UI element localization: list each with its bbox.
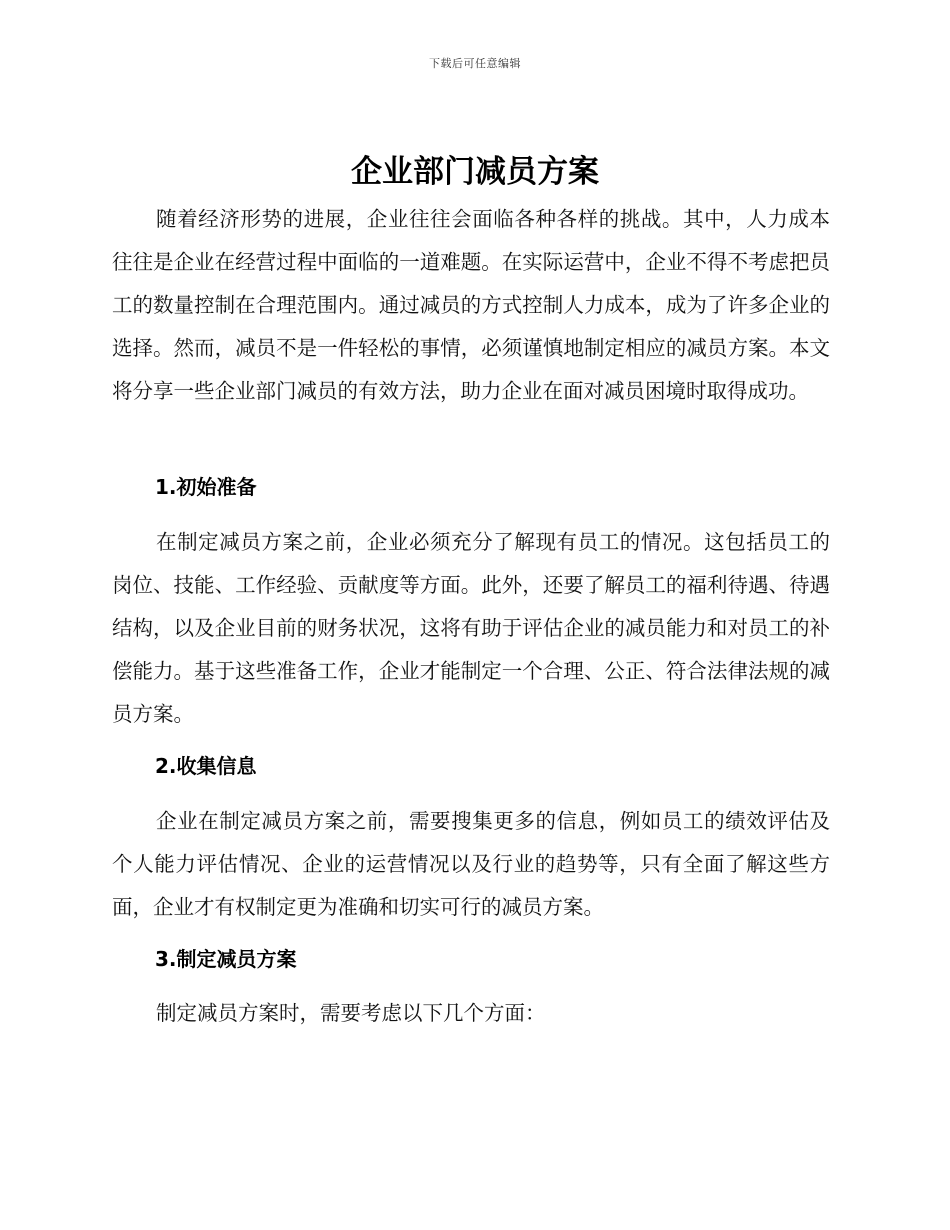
section-number: 2. [155,754,177,778]
section-heading-2 [155,751,257,781]
section-number: 1. [155,475,177,499]
section-number: 3. [155,947,177,971]
section-heading-3 [155,944,297,974]
section-2-paragraph: 企业在制定减员方案之前，需要搜集更多的信息，例如员工的绩效评估及个人能力评估情况、企业的运营情况以及行业的趋势等，只有全面了解这些方面，企业才有权制定更为准确和切实可行的减员方案。 [112,809,830,919]
section-title: 收集信息 [176,754,257,778]
page-header: 下载后可任意编辑 [429,57,521,70]
intro-paragraph: 随着经济形势的进展，企业往往会面临各种各样的挑战。其中，人力成本往往是企业在经营过程中面临的一道难题。在实际运营中，企业不得不考虑把员工的数量控制在合理范围内。通过减员的方式控制人力成本，成为了许多企业的选择。然而，减员不是一件轻松的事情，必须谨慎地制定相应的减员方案。本文将分享一些企业部门减员的有效方法，助力企业在面对减员困境时取得成功。 [112,207,830,403]
document-title: 企业部门减员方案 [351,154,599,190]
section-title: 初始准备 [176,475,257,499]
section-1-paragraph: 在制定减员方案之前，企业必须充分了解现有员工的情况。这包括员工的岗位、技能、工作经验、贡献度等方面。此外，还要了解员工的福利待遇、待遇结构，以及企业目前的财务状况，这将有助于评估企业的减员能力和对员工的补偿能力。基于这些准备工作，企业才能制定一个合理、公正、符合法律法规的减员方案。 [112,530,830,726]
section-heading-1 [155,472,257,502]
section-3-paragraph: 制定减员方案时，需要考虑以下几个方面： [156,1001,546,1025]
section-title: 制定减员方案 [176,947,297,971]
